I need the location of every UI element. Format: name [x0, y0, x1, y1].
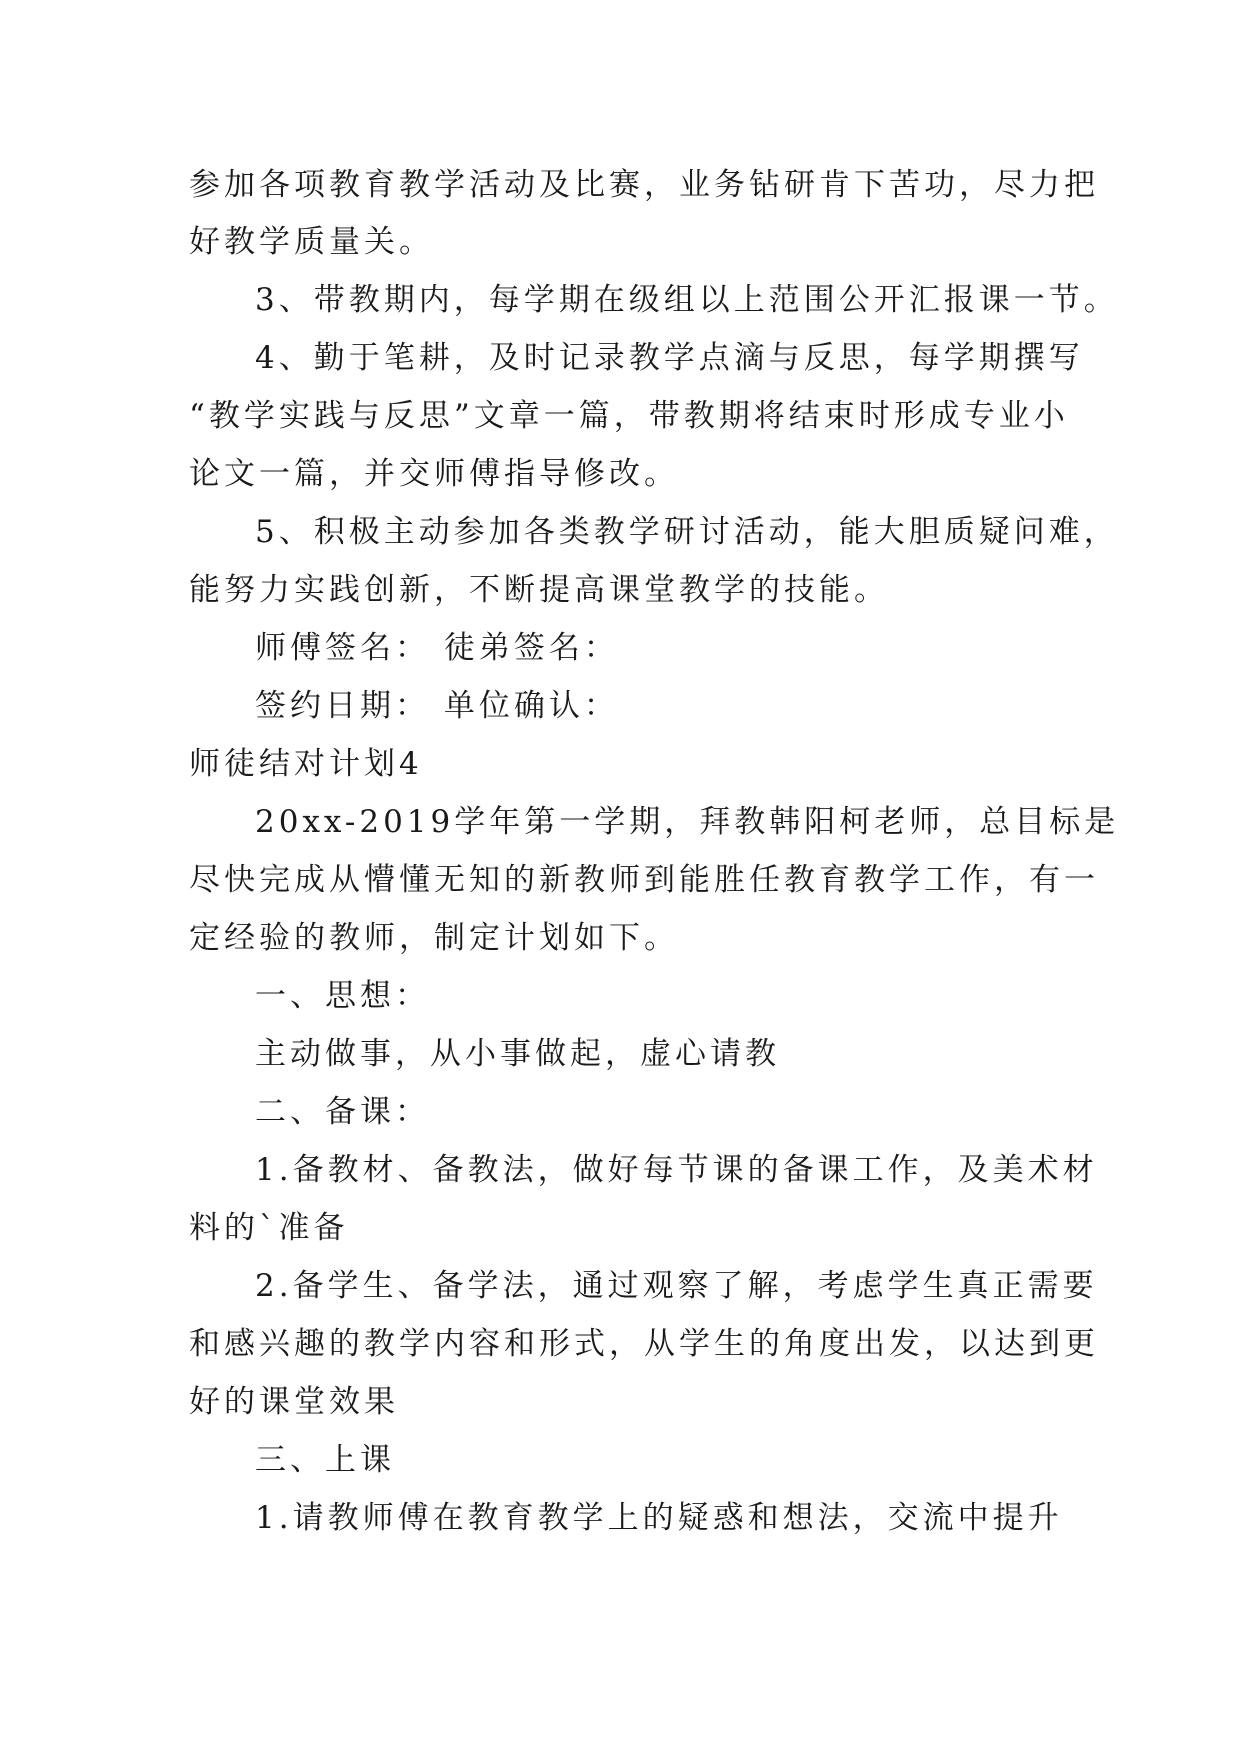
list-item-1: 1.备教材、备教法，做好每节课的备课工作，及美术材 [255, 1152, 1098, 1188]
list-item-2: 2.备学生、备学法，通过观察了解，考虑学生真正需要 [255, 1268, 1098, 1304]
paragraph-line: 和感兴趣的教学内容和形式，从学生的角度出发，以达到更 [189, 1326, 1099, 1362]
paragraph-line: 论文一篇，并交师傅指导修改。 [189, 456, 679, 492]
paragraph-line: 主动做事，从小事做起，虚心请教 [255, 1036, 780, 1072]
heading-thought: 一、思想： [255, 978, 430, 1014]
paragraph-line: 尽快完成从懵懂无知的新教师到能胜任教育教学工作，有一 [189, 862, 1099, 898]
list-item-3: 3、带教期内，每学期在级组以上范围公开汇报课一节。 [255, 282, 1119, 318]
paragraph-line: 料的`准备 [189, 1210, 349, 1246]
list-item-4: 4、勤于笔耕，及时记录教学点滴与反思，每学期撰写 [255, 340, 1084, 376]
paragraph-line: 能努力实践创新，不断提高课堂教学的技能。 [189, 572, 889, 608]
list-item-1: 1.请教师傅在教育教学上的疑惑和想法，交流中提升 [255, 1500, 1063, 1536]
paragraph-line: “教学实践与反思”文章一篇，带教期将结束时形成专业小 [189, 398, 1069, 434]
signature-line: 师傅签名： 徒弟签名： [255, 630, 619, 666]
paragraph-line: 定经验的教师，制定计划如下。 [189, 920, 679, 956]
date-line: 签约日期： 单位确认： [255, 688, 619, 724]
heading-class: 三、上课 [255, 1442, 395, 1478]
section-title: 师徒结对计划4 [189, 746, 423, 782]
paragraph-line: 好的课堂效果 [189, 1384, 399, 1420]
paragraph-line: 参加各项教育教学活动及比赛，业务钻研肯下苦功，尽力把 [189, 167, 1099, 203]
paragraph-line: 20xx-2019学年第一学期，拜教韩阳柯老师，总目标是 [255, 804, 1120, 840]
paragraph-line: 好教学质量关。 [189, 224, 434, 260]
heading-lesson-prep: 二、备课： [255, 1094, 430, 1130]
list-item-5: 5、积极主动参加各类教学研讨活动，能大胆质疑问难， [255, 514, 1119, 550]
